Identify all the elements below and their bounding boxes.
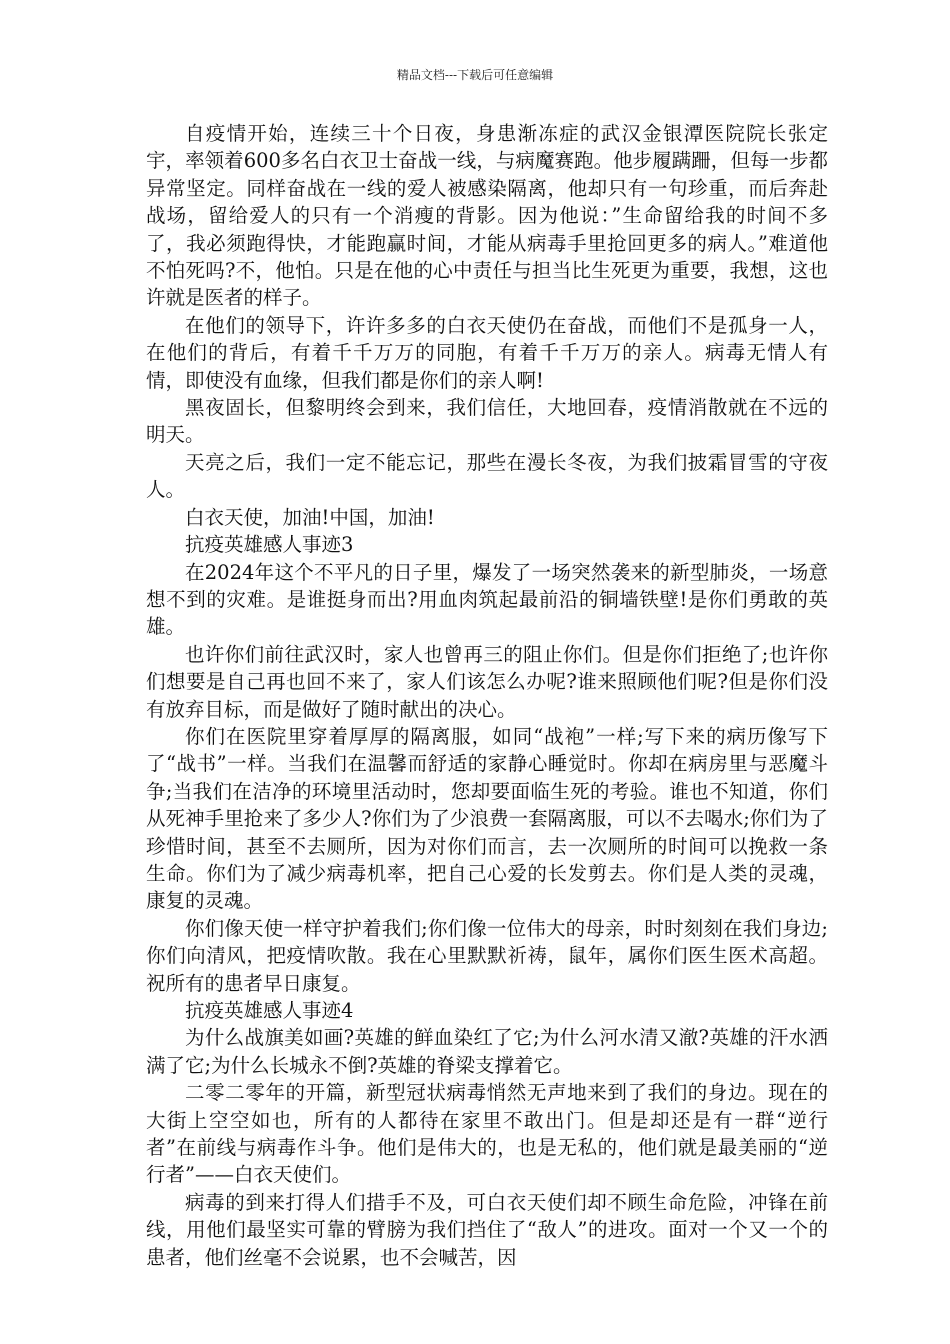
section-heading: 抗疫英雄感人事迹4 [185,999,354,1022]
paragraph: 病毒的到来打得人们措手不及，可白衣天使们却不顾生命危险，冲锋在前线，用他们最坚实可靠的臂膀为我们挡住了“敌人”的进攻。面对一个又一个的患者，他们丝毫不会说累，也不会喊苦，因 [146,1190,828,1269]
paragraph: 你们像天使一样守护着我们;你们像一位伟大的母亲，时时刻刻在我们身边;你们向清风，把疫情吹散。我在心里默默祈祷，鼠年，属你们医生医术高超。祝所有的患者早日康复。 [146,916,828,995]
paragraph: 天亮之后，我们一定不能忘记，那些在漫长冬夜，为我们披霜冒雪的守夜人。 [146,450,828,502]
paragraph: 自疫情开始，连续三十个日夜，身患渐冻症的武汉金银潭医院院长张定宇，率领着600多名白衣卫士奋战一线，与病魔赛跑。他步履蹒跚，但每一步都异常坚定。同样奋战在一线的爱人被感染隔离，他却只有一句珍重，而后奔赴战场，留给爱人的只有一个消瘦的背影。因为他说：”生命留给我的时间不多了，我必须跑得快，才能跑赢时间，才能从病毒手里抢回更多的病人。”难道他不怕死吗?不，他怕。只是在他的心中责任与担当比生死更为重要，我想，这也许就是医者的样子。 [146,122,828,310]
section-heading: 抗疫英雄感人事迹3 [185,533,354,557]
paragraph: 二零二零年的开篇，新型冠状病毒悄然无声地来到了我们的身边。现在的大街上空空如也，所有的人都待在家里不敢出门。但是却还是有一群“逆行者”在前线与病毒作斗争。他们是伟大的，也是无私的，他们就是最美丽的“逆行者”——白衣天使们。 [146,1081,828,1187]
paragraph: 也许你们前往武汉时，家人也曾再三的阻止你们。但是你们拒绝了;也许你们想要是自己再也回不来了，家人们该怎么办呢?谁来照顾他们呢?但是你们没有放弃目标，而是做好了随时献出的决心。 [146,642,828,721]
paragraph: 白衣天使，加油!中国，加油! [185,505,435,529]
paragraph: 你们在医院里穿着厚厚的隔离服，如同“战袍”一样;写下来的病历像写下了“战书”一样。当我们在温馨而舒适的家静心睡觉时。你却在病房里与恶魔斗争;当我们在洁净的环境里活动时，您却要面临生死的考验。谁也不知道，你们从死神手里抢来了多少人?你们为了少浪费一套隔离服，可以不去喝水;你们为了珍惜时间，甚至不去厕所，因为对你们而言，去一次厕所的时间可以挽救一条生命。你们为了减少病毒机率，把自己心爱的长发剪去。你们是人类的灵魂，康复的灵魂。 [146,724,828,913]
page-header: 精品文档---下载后可任意编辑 [396,68,554,82]
paragraph: 在2024年这个不平凡的日子里，爆发了一场突然袭来的新型肺炎，一场意想不到的灾难。是谁挺身而出?用血肉筑起最前沿的铜墙铁壁!是你们勇敢的英雄。 [146,560,828,639]
document-body [146,120,828,1271]
paragraph: 在他们的领导下，许许多多的白衣天使仍在奋战，而他们不是孤身一人，在他们的背后，有着千千万万的同胞，有着千千万万的亲人。病毒无情人有情，即使没有血缘，但我们都是你们的亲人啊! [146,313,828,392]
paragraph: 黑夜固长，但黎明终会到来，我们信任，大地回春，疫情消散就在不远的明天。 [146,396,828,447]
paragraph: 为什么战旗美如画?英雄的鲜血染红了它;为什么河水清又澈?英雄的汗水洒满了它;为什么长城永不倒?英雄的脊梁支撑着它。 [146,1026,828,1077]
